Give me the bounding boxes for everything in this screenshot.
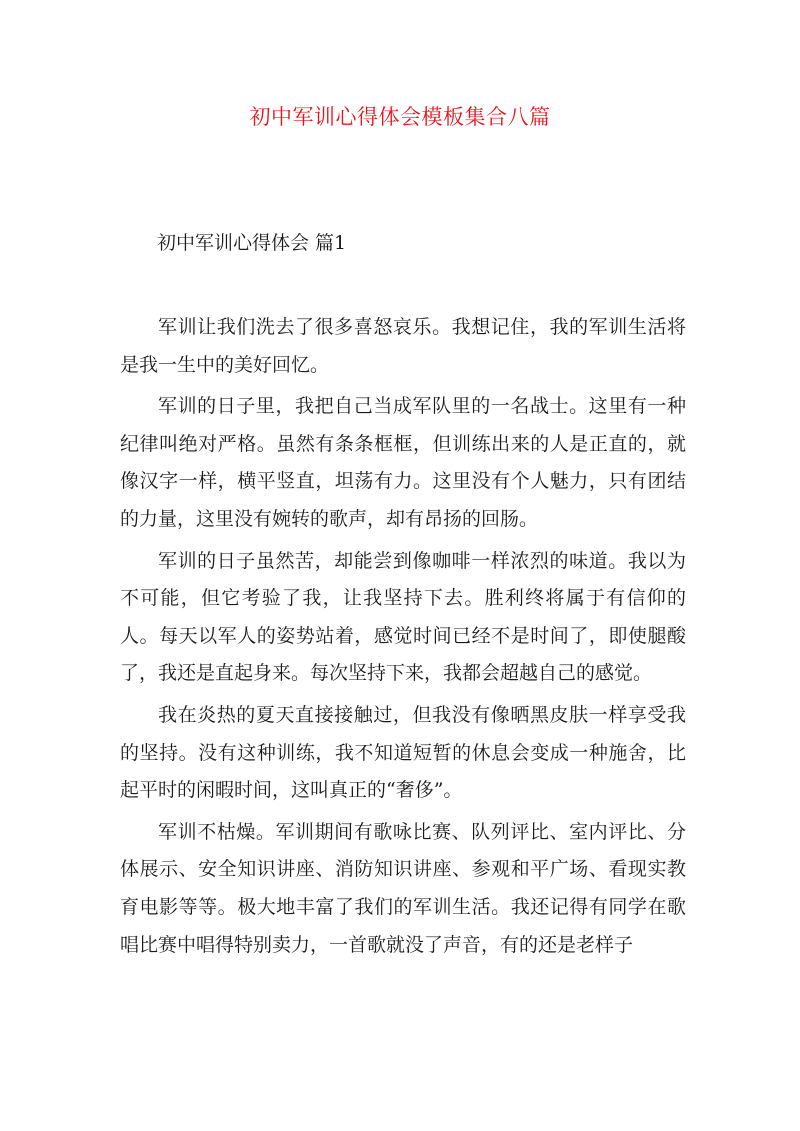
body-paragraph: 军训的日子虽然苦，却能尝到像咖啡一样浓烈的味道。我以为不可能，但它考验了我，让我坚持下去。胜利终将属于有信仰的人。每天以军人的姿势站着，感觉时间已经不是时间了，即使腿酸了，我还是直起身来。每次坚持下来，我都会超越自己的感觉。 (120, 549, 686, 685)
body-paragraph: 军训的日子里，我把自己当成军队里的一名战士。这里有一种纪律叫绝对严格。虽然有条条框框，但训练出来的人是正直的，就像汉字一样，横平竖直，坦荡有力。这里没有个人魅力，只有团结的力量，这里没有婉转的歌声，却有昂扬的回肠。 (120, 395, 686, 530)
document-body (120, 309, 686, 968)
body-paragraph: 军训让我们洗去了很多喜怒哀乐。我想记住，我的军训生活将是我一生中的美好回忆。 (120, 316, 686, 376)
section-heading: 初中军训心得体会 篇1 (157, 232, 347, 254)
document-title: 初中军训心得体会模板集合八篇 (249, 105, 551, 129)
body-paragraph: 我在炎热的夏天直接接触过，但我没有像晒黑皮肤一样享受我的坚持。没有这种训练，我不知道短暂的休息会变成一种施舍，比起平时的闲暇时间，这叫真正的“奢侈”。 (120, 703, 686, 802)
body-paragraph: 军训不枯燥。军训期间有歌咏比赛、队列评比、室内评比、分体展示、安全知识讲座、消防知识讲座、参观和平广场、看现实教育电影等等。极大地丰富了我们的军训生活。我还记得有同学在歌唱比赛中唱得特别卖力，一首歌就没了声音，有的还是老样子 (120, 820, 686, 956)
